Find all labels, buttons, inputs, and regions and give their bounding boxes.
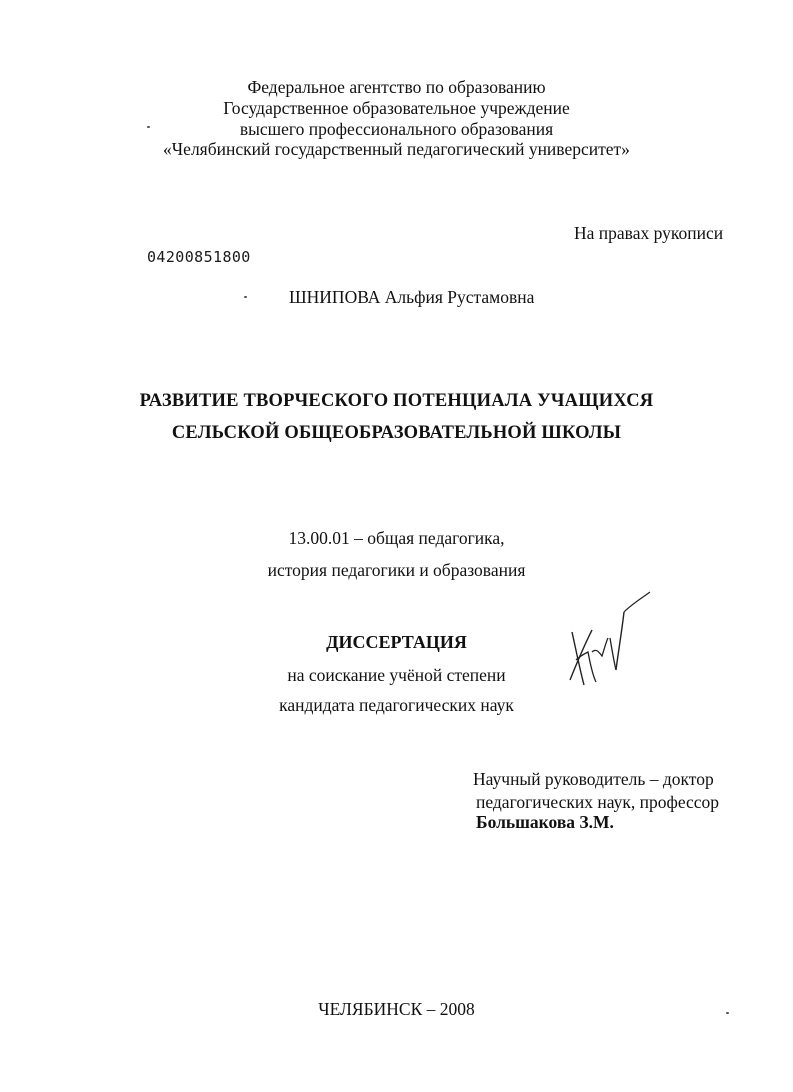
specialty-name-line: история педагогики и образования <box>267 560 526 580</box>
agency-line: Федеральное агентство по образованию <box>247 77 546 97</box>
degree-line-2: кандидата педагогических наук <box>279 695 514 715</box>
supervisor-name: Большакова З.М. <box>476 812 614 832</box>
document-type-label: ДИССЕРТАЦИЯ <box>326 632 467 652</box>
institution-type-line: Государственное образовательное учреждение <box>223 98 570 118</box>
supervisor-line-2: педагогических наук, профессор <box>476 792 720 812</box>
catalog-number: 04200851800 <box>147 248 251 266</box>
city-year: ЧЕЛЯБИНСК – 2008 <box>318 999 475 1019</box>
author-name: ШНИПОВА Альфия Рустамовна <box>289 287 535 307</box>
university-line: «Челябинский государственный педагогический университет» <box>163 139 630 159</box>
scan-speck <box>244 296 247 298</box>
scan-speck <box>726 1012 729 1014</box>
thesis-title-line-2: СЕЛЬСКОЙ ОБЩЕОБРАЗОВАТЕЛЬНОЙ ШКОЛЫ <box>171 423 622 443</box>
specialty-code-line: 13.00.01 – общая педагогика, <box>288 528 505 548</box>
scan-speck <box>147 126 150 128</box>
handwritten-signature <box>562 590 662 690</box>
thesis-title-line-1: РАЗВИТИЕ ТВОРЧЕСКОГО ПОТЕНЦИАЛА УЧАЩИХСЯ <box>139 391 654 411</box>
degree-line-1: на соискание учёной степени <box>287 665 506 685</box>
education-level-line: высшего профессионального образования <box>239 119 554 139</box>
manuscript-rights: На правах рукописи <box>574 223 724 243</box>
supervisor-line-1: Научный руководитель – доктор <box>473 769 714 789</box>
